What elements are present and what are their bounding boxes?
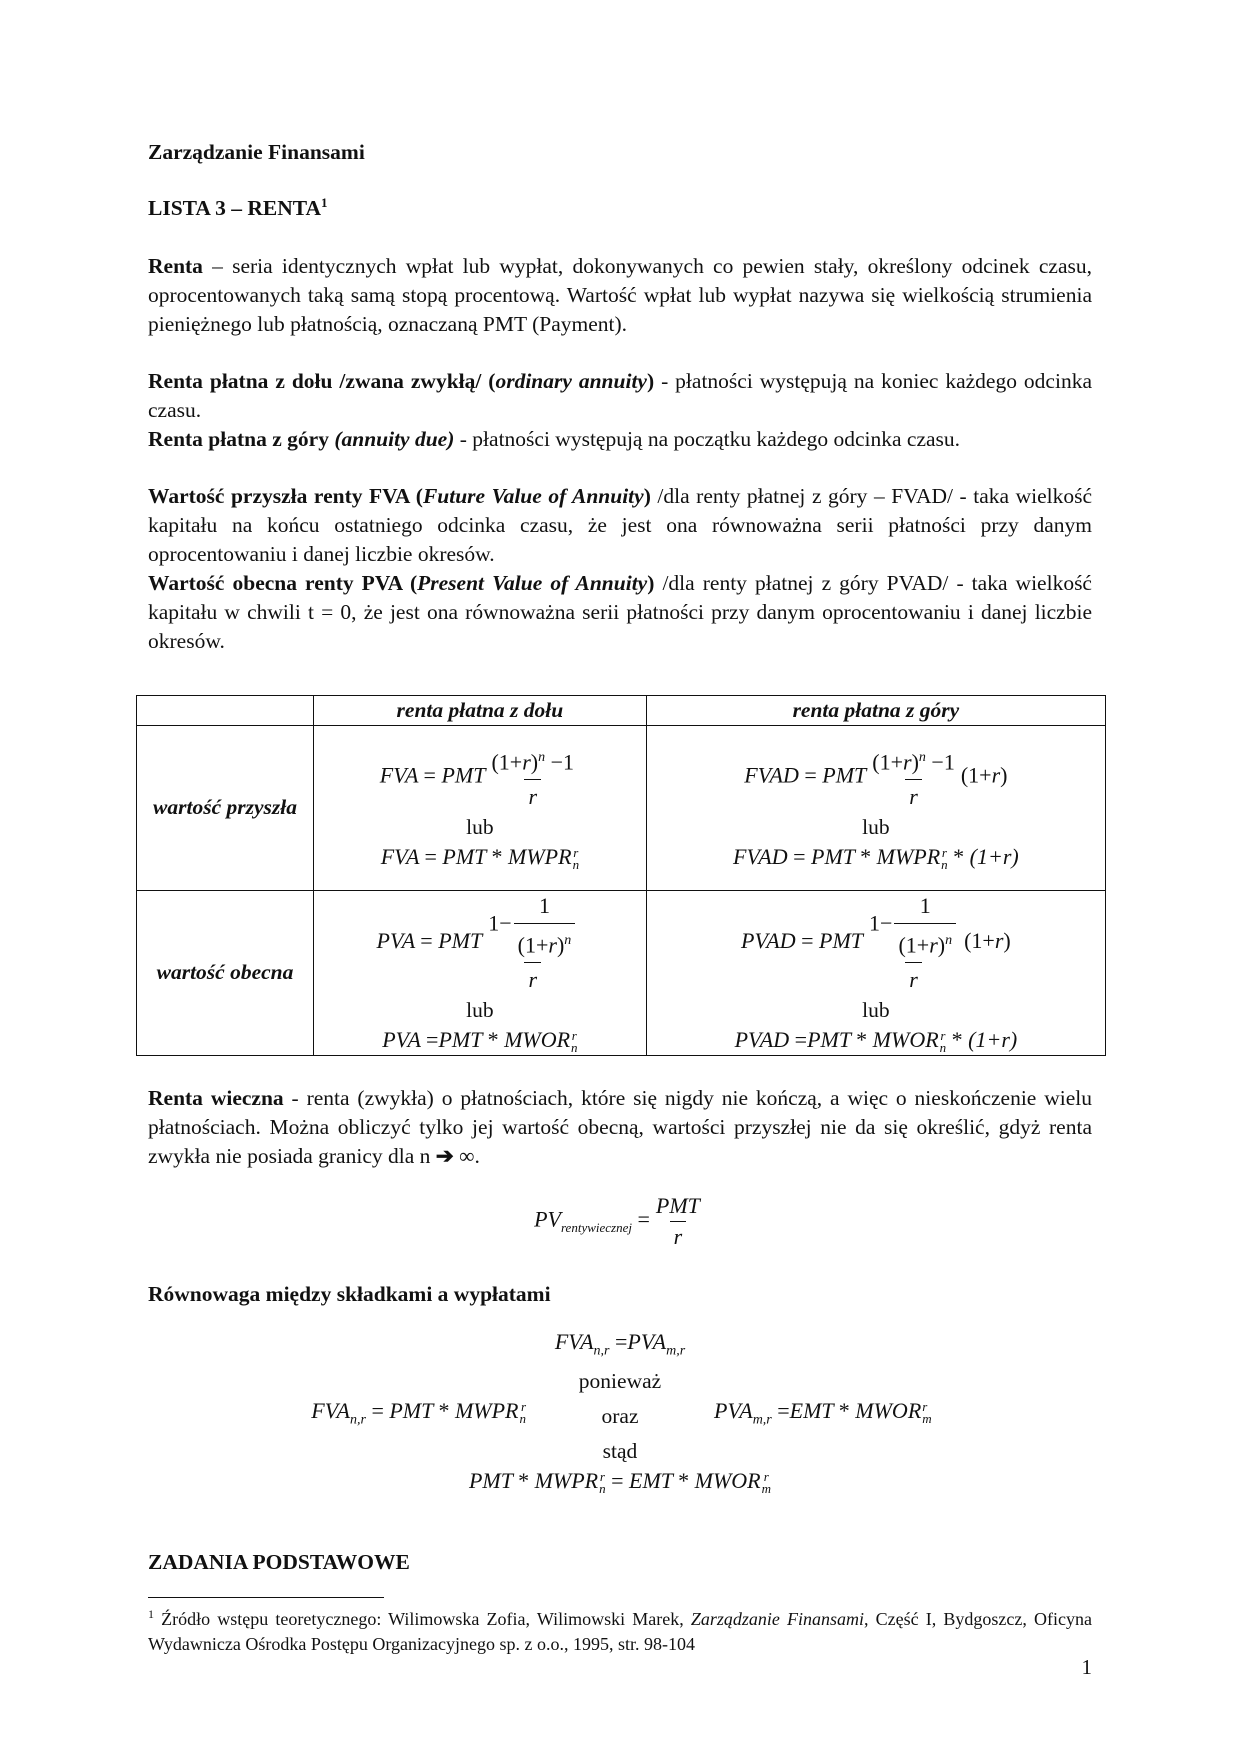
paragraph-perpetuity: Renta wieczna - renta (zwykła) o płatnościach, które się nigdy nie kończą, a więc o nieskończenie wielu płatnościach. Można obliczyć tylko jej wartość obecną, wartości przyszłej nie da się określić, gdyż renta zwykła nie posiada granicy dla n ➔ ∞. (148, 1085, 1092, 1168)
formula-fva-mwpr: $FVA_{n,r}$ = PMT * MWPR r n (311, 1398, 526, 1428)
document-title: Zarządzanie Finansami (148, 140, 365, 164)
formula-pvad: PVAD = PMT 1− $\frac{1}{(1+r)^n}$ r (1+r) lub PVAD =PMT * MWOR r n * (1+r) (646, 890, 1105, 1055)
footnote-marker: 1 (321, 194, 328, 210)
paragraph-annuity-due: Renta płatna z góry (annuity due) - płatności występują na początku każdego odcinka czasu. (148, 426, 961, 451)
formula-equality: PMT * MWPR r n = EMT * MWOR r m (468, 1467, 772, 1496)
formula-pva: PVA = PMT 1− $\frac{1}{(1+r)^n}$ r lub PVA =PMT * MWOR r n (314, 890, 647, 1055)
footnote-separator (148, 1597, 384, 1598)
formula-fva: FVA = PMT $\frac{(1+r)^n -1}{r}$ lub FVA = PMT * MWPR r n (314, 725, 647, 890)
paragraph-fva: Wartość przyszła renty FVA (Future Value of Annuity) /dla renty płatnej z góry – FVAD/ - taka wielkość kapitału na końcu ostatniego odcinka czasu, że jest ona równoważna serii płatności przy danym oprocentowaniu i danej liczbie okresów. (148, 483, 1092, 566)
formula-balance-row (148, 1396, 1092, 1435)
list-title: LISTA 3 – RENTA$^1$ (148, 194, 328, 220)
word-oraz: oraz (601, 1404, 639, 1428)
heading-balance: Równowaga między składkami a wypłatami (148, 1281, 551, 1306)
formula-perpetuity: $PV_{rentywiecznej}$ = $\frac{\text{PMT}}{r}$ (534, 1192, 700, 1249)
document-page (148, 140, 1092, 1577)
page-number: 1 (1081, 1655, 1092, 1679)
word-stad: stąd (602, 1438, 638, 1463)
paragraph-ordinary-annuity: Renta płatna z dołu /zwana zwykłą/ (ordinary annuity) - płatności występują na koniec każdego odcinka czasu. (148, 368, 1092, 422)
formula-pva-mwor: $PVA_{m,r} =EMT$ * MWOR r m (714, 1398, 932, 1428)
paragraph-renta: Renta – seria identycznych wpłat lub wypłat, dokonywanych co pewien stały, określony odcinek czasu, oprocentowanych taką samą stopą procentową. Wartość wpłat lub wypłat nazywa się wielkością strumienia pieniężnego lub płatnością, oznaczaną PMT (Payment). (148, 253, 1092, 336)
heading-tasks: ZADANIA PODSTAWOWE (148, 1549, 410, 1574)
paragraph-pva: Wartość obecna renty PVA (Present Value of Annuity) /dla renty płatnej z góry PVAD/ - taka wielkość kapitału w chwili t = 0, że jest ona równoważna serii płatności przy danym oprocentowaniu i danej liczbie okresów. (148, 570, 1092, 653)
row-header-future: wartość przyszła (137, 725, 314, 890)
column-header-due: renta płatna z góry (646, 695, 1105, 725)
formula-fvad: FVAD = PMT $\frac{(1+r)^n -1}{r}$ (1+r) lub FVAD = PMT * MWPR r n * (1+r) (646, 725, 1105, 890)
formula-balance: $FVA_{n,r} =PVA_{m,r}$ (554, 1328, 686, 1359)
word-poniewaz: ponieważ (578, 1369, 662, 1394)
column-header-ordinary: renta płatna z dołu (314, 695, 647, 725)
footnote: $^1$ Źródło wstępu teoretycznego: Wilimowska Zofia, Wilimowski Marek, Zarządzanie Finansami, Część I, Bydgoszcz, Oficyna Wydawnicza Ośrodka Postępu Organizacyjnego sp. z o.o., 1995, str. 98-104 (148, 1607, 1092, 1654)
annuity-formula-table (136, 695, 1106, 1056)
row-header-present: wartość obecna (137, 890, 314, 1055)
